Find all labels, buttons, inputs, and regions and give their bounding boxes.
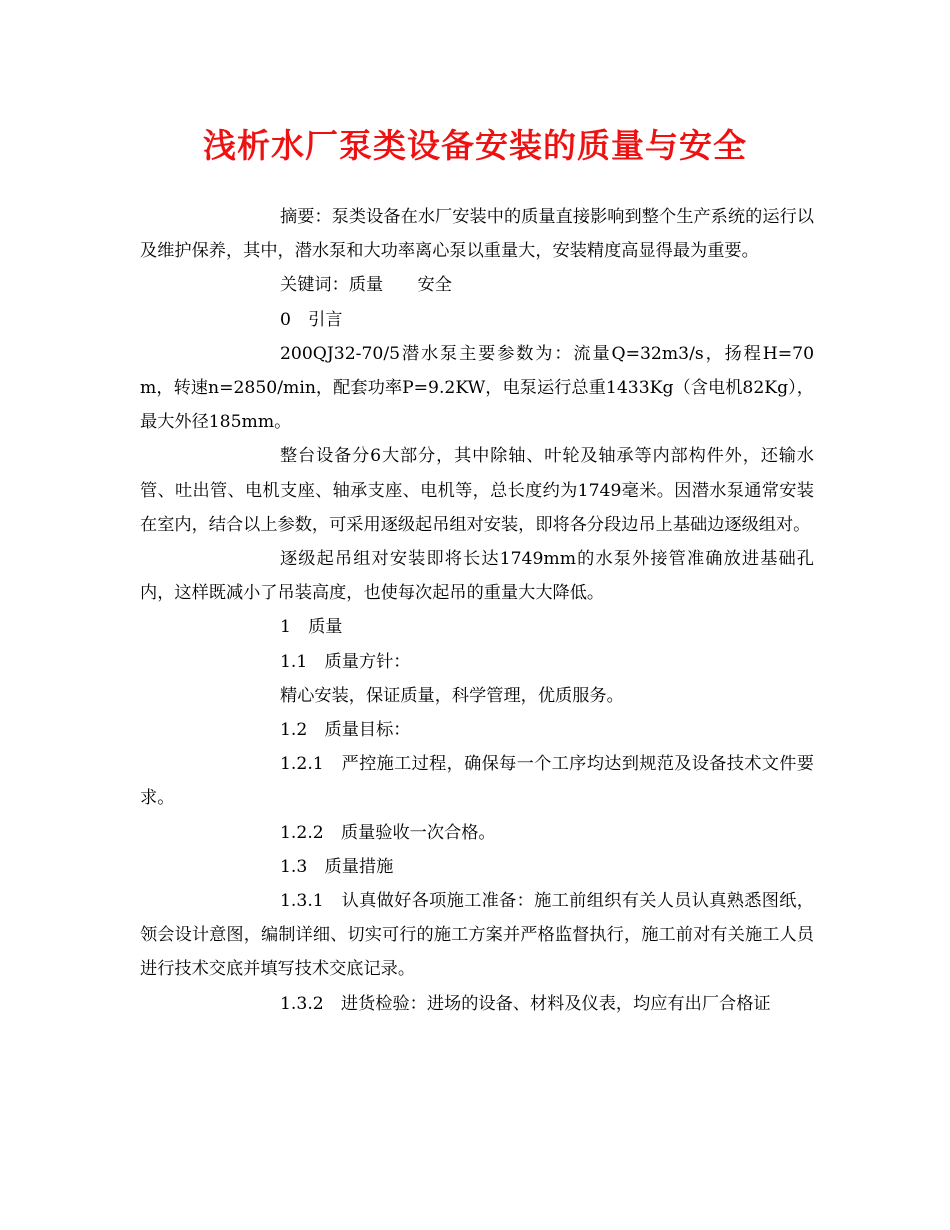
document-title: 浅析水厂泵类设备安装的质量与安全 xyxy=(203,126,747,165)
paragraph-abstract: 摘要：泵类设备在水厂安装中的质量直接影响到整个生产系统的运行以及维护保养，其中，潜水泵和大功率离心泵以重量大，安装精度高显得最为重要。 xyxy=(140,207,814,262)
paragraph-measure-2: 1.3.2 进货检验：进场的设备、材料及仪表，均应有出厂合格证 xyxy=(280,993,771,1014)
paragraph-quality-policy: 精心安装，保证质量，科学管理，优质服务。 xyxy=(280,685,624,706)
paragraph-measure-1: 1.3.1 认真做好各项施工准备：施工前组织有关人员认真熟悉图纸，领会设计意图，编制详细、切实可行的施工方案并严格监督执行，施工前对有关施工人员进行技术交底并填写技术交底记录。 xyxy=(140,891,814,980)
heading-quality: 1 质量 xyxy=(280,617,343,638)
paragraph-equipment-parts: 整台设备分6大部分，其中除轴、叶轮及轴承等内部构件外，还输水管、吐出管、电机支座、轴承支座、电机等，总长度约为1749毫米。因潜水泵通常安装在室内，结合以上参数，可采用逐级起吊组对安装，即将各分段边吊上基础边逐级组对。 xyxy=(140,446,814,535)
paragraph-goal-1: 1.2.1 严控施工过程，确保每一个工序均达到规范及设备技术文件要求。 xyxy=(140,754,814,809)
paragraph-pump-parameters: 200QJ32-70/5潜水泵主要参数为：流量Q=32m3/s，扬程H=70m，转速n=2850/min，配套功率P=9.2KW，电泵运行总重1433Kg（含电机82Kg），最大外径185mm。 xyxy=(140,343,814,433)
heading-quality-measures: 1.3 质量措施 xyxy=(280,856,394,877)
paragraph-stepwise-lifting: 逐级起吊组对安装即将长达1749mm的水泵外接管准确放进基础孔内，这样既减小了吊装高度，也使每次起吊的重量大大降低。 xyxy=(140,549,814,604)
paragraph-keywords: 关键词：质量 安全 xyxy=(280,275,452,296)
heading-introduction: 0 引言 xyxy=(280,309,343,330)
heading-quality-goals: 1.2 质量目标： xyxy=(280,720,411,741)
heading-quality-policy: 1.1 质量方针： xyxy=(280,651,411,672)
paragraph-goal-2: 1.2.2 质量验收一次合格。 xyxy=(280,822,496,843)
document-body xyxy=(140,200,814,1021)
